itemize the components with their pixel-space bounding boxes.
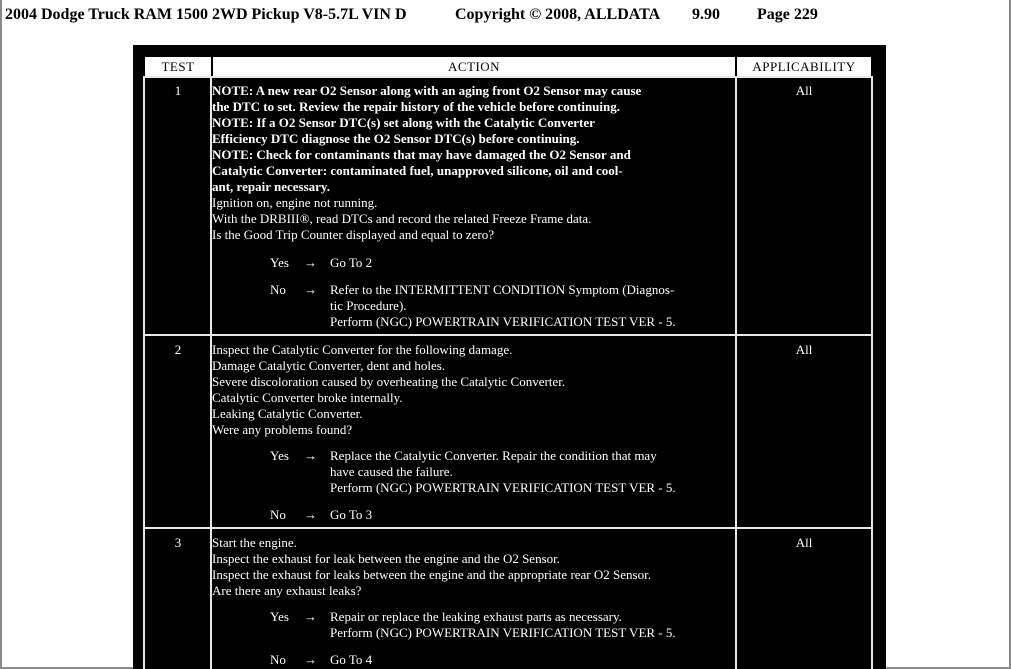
arrow-icon: → <box>304 255 317 270</box>
page-number: Page 229 <box>757 6 818 23</box>
action-line: Inspect the exhaust for leak between the engine and the O2 Sensor. <box>212 551 560 566</box>
arrow-icon: → <box>304 282 317 297</box>
action-line: Start the engine. <box>212 535 297 550</box>
vehicle-title: 2004 Dodge Truck RAM 1500 2WD Pickup V8-5.7L VIN D <box>5 6 407 23</box>
action-line: ant, repair necessary. <box>212 179 330 194</box>
action-line: NOTE: If a O2 Sensor DTC(s) set along with the Catalytic Converter <box>212 115 595 130</box>
action-line: Are there any exhaust leaks? <box>212 583 362 598</box>
arrow-icon: → <box>304 507 317 522</box>
no-result: Perform (NGC) POWERTRAIN VERIFICATION TEST VER - 5. <box>330 314 676 329</box>
test-number: 2 <box>174 342 182 357</box>
yes-result: Replace the Catalytic Converter. Repair the condition that may <box>330 448 657 463</box>
action-line: Damage Catalytic Converter, dent and holes. <box>212 358 446 373</box>
column-header-applicability: APPLICABILITY <box>737 57 871 76</box>
yes-result: Perform (NGC) POWERTRAIN VERIFICATION TEST VER - 5. <box>330 480 676 495</box>
table-border-right <box>871 76 873 669</box>
no-result: tic Procedure). <box>330 298 407 313</box>
arrow-icon: → <box>304 652 317 667</box>
yes-result: Go To 2 <box>330 255 373 270</box>
column-header-test: TEST <box>145 57 211 76</box>
applicability-value: All <box>795 83 813 98</box>
action-line: Inspect the Catalytic Converter for the following damage. <box>212 342 513 357</box>
row-divider <box>145 334 872 336</box>
action-line: NOTE: A new rear O2 Sensor along with an aging front O2 Sensor may cause <box>212 83 642 98</box>
action-line: NOTE: Check for contaminants that may have damaged the O2 Sensor and <box>212 147 631 162</box>
version-number: 9.90 <box>692 6 720 23</box>
action-line: Leaking Catalytic Converter. <box>212 406 363 421</box>
action-line: Ignition on, engine not running. <box>212 195 378 210</box>
action-line: Catalytic Converter broke internally. <box>212 390 403 405</box>
no-result: Refer to the INTERMITTENT CONDITION Symptom (Diagnos- <box>330 282 675 297</box>
arrow-icon: → <box>304 448 317 463</box>
applicability-value: All <box>795 342 813 357</box>
yes-result: have caused the failure. <box>330 464 453 479</box>
no-label: No <box>270 652 286 667</box>
yes-label: Yes <box>270 448 289 463</box>
yes-label: Yes <box>270 255 289 270</box>
action-line: Severe discoloration caused by overheating the Catalytic Converter. <box>212 374 566 389</box>
table-border-left <box>143 76 145 669</box>
applicability-value: All <box>795 535 813 550</box>
arrow-icon: → <box>304 609 317 624</box>
yes-result: Repair or replace the leaking exhaust parts as necessary. <box>330 609 622 624</box>
page-left-border <box>0 0 2 669</box>
action-line: Were any problems found? <box>212 422 353 437</box>
no-result: Go To 4 <box>330 652 373 667</box>
no-label: No <box>270 507 286 522</box>
scanned-diagnostic-table <box>133 45 886 669</box>
header-divider <box>145 76 872 78</box>
action-line: Is the Good Trip Counter displayed and equal to zero? <box>212 227 494 242</box>
column-header-action: ACTION <box>213 57 735 76</box>
yes-label: Yes <box>270 609 289 624</box>
action-line: Catalytic Converter: contaminated fuel, unapproved silicone, oil and cool- <box>212 163 623 178</box>
no-result: Go To 3 <box>330 507 373 522</box>
action-line: Efficiency DTC diagnose the O2 Sensor DTC(s) before continuing. <box>212 131 580 146</box>
action-line: the DTC to set. Review the repair history of the vehicle before continuing. <box>212 99 621 114</box>
row-divider <box>145 527 872 529</box>
action-line: Inspect the exhaust for leaks between the engine and the appropriate rear O2 Sensor. <box>212 567 651 582</box>
action-line: With the DRBIII®, read DTCs and record the related Freeze Frame data. <box>212 211 592 226</box>
no-label: No <box>270 282 286 297</box>
yes-result: Perform (NGC) POWERTRAIN VERIFICATION TEST VER - 5. <box>330 625 676 640</box>
test-number: 3 <box>174 535 182 550</box>
column-divider-action <box>735 76 737 669</box>
copyright-notice: Copyright © 2008, ALLDATA <box>455 6 661 23</box>
test-number: 1 <box>174 83 182 98</box>
